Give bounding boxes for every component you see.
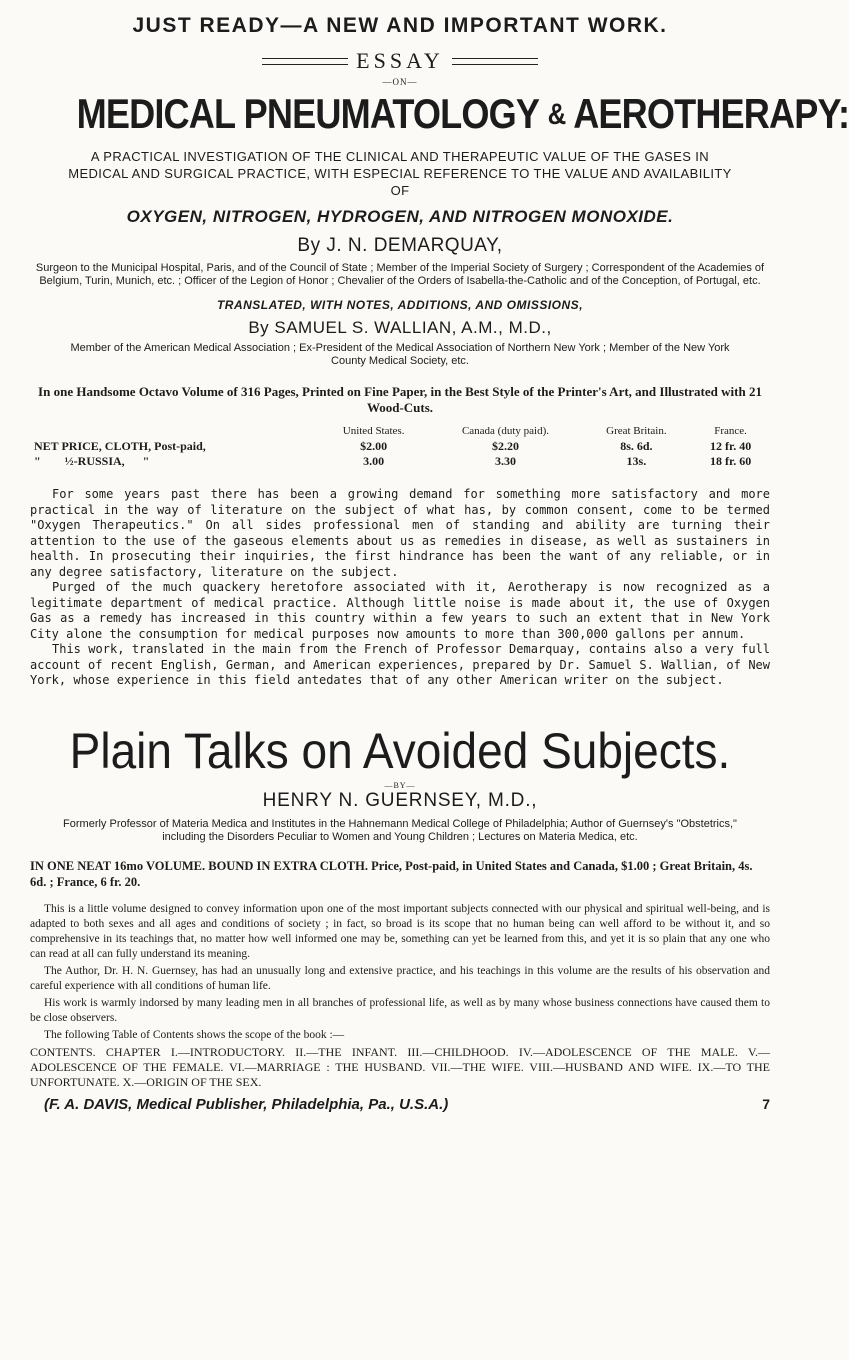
page-number: 7 <box>762 1095 770 1112</box>
price-header-us: United States. <box>342 425 405 437</box>
title-ampersand: & <box>547 98 566 131</box>
price-cell: 3.00 <box>363 454 385 468</box>
book1-title-right: AEROTHERAPY: <box>573 90 849 137</box>
essay-word: ESSAY <box>356 48 444 73</box>
price-header-blank <box>30 424 318 439</box>
book1-author-credentials: Surgeon to the Municipal Hospital, Paris, and of the Council of State ; Member of the Imperial Society of Surgery ; Correspondent of the Academies of Belgium, Turin, Munich, etc. ; Officer of the Legion of Honor ; Chevalier of the Orders of Isabella-the-Catholic and of the Conception, of Portugal, etc. <box>35 262 765 287</box>
price-label: NET PRICE, CLOTH, Post-paid, <box>34 439 206 453</box>
book2-description <box>24 902 776 1043</box>
book2-volume-description: IN ONE NEAT 16mo VOLUME. BOUND IN EXTRA CLOTH. Price, Post-paid, in United States and Canada, $1.00 ; Great Britain, 4s. 6d. ; France, 6 fr. 20. <box>30 858 753 889</box>
price-cell: 18 fr. 60 <box>709 454 752 468</box>
book2-contents: CONTENTS. CHAPTER I.—INTRODUCTORY. II.—THE INFANT. III.—CHILDHOOD. IV.—ADOLESCENCE OF THE MALE. V.—ADOLESCENCE OF THE FEMALE. VI.—MARRIAGE : THE HUSBAND. VII.—THE WIFE. VIII.—HUSBAND AND WIFE. IX.—TO THE UNFORTUNATE. X.—ORIGIN OF THE SEX. <box>30 1044 770 1089</box>
book1-translator: By SAMUEL S. WALLIAN, A.M., M.D., <box>248 318 552 337</box>
essay-heading <box>24 48 776 74</box>
book1-author: By J. N. DEMARQUAY, <box>297 235 503 256</box>
price-cell: 13s. <box>626 454 647 468</box>
paragraph: The following Table of Contents shows the scope of the book :— <box>44 1028 345 1041</box>
paragraph: For some years past there has been a growing demand for something more satisfactory and more practical in the way of literature on the subject of what has, by common consent, come to be termed "Oxygen Therapeutics." On all sides professional men of standing and ability are turning their attention to the use of the gaseous elements about us as remedies in disease, as well as sustainers in health. In prosecuting their inquiries, the first hindrance has been the want of any reliable, or in any degree satisfactory, literature on the subject. <box>30 487 770 579</box>
paragraph: His work is warmly indorsed by many leading men in all branches of professional life, as well as by many whose business connections have caused them to be close observers. <box>30 996 770 1024</box>
paragraph: Purged of the much quackery heretofore associated with it, Aerotherapy is now recognized as a legitimate department of medical practice. Although little noise is made about it, the use of Oxygen Gas as a remedy has increased in this country within a few years to such an extent that in New York City alone the consumption for medical purposes now amounts to more than 300,000 gallons per annum. <box>30 580 770 641</box>
right-double-rule <box>452 58 538 65</box>
price-cell: $2.20 <box>491 439 519 453</box>
price-cell: 8s. 6d. <box>620 439 653 453</box>
book1-gases: OXYGEN, NITROGEN, HYDROGEN, AND NITROGEN MONOXIDE. <box>126 207 674 226</box>
book2-title: Plain Talks on Avoided Subjects. <box>69 722 731 779</box>
publisher-line: (F. A. DAVIS, Medical Publisher, Philadelphia, Pa., U.S.A.) <box>44 1095 449 1113</box>
book1-translated-note: TRANSLATED, WITH NOTES, ADDITIONS, AND OMISSIONS, <box>216 298 584 312</box>
price-header-france: France. <box>714 425 747 437</box>
paragraph: The Author, Dr. H. N. Guernsey, has had an unusually long and extensive practice, and his teachings in this volume are the results of his observation and careful experience with all conditions of human life. <box>30 964 770 992</box>
book2-author-credentials: Formerly Professor of Materia Medica and Institutes in the Hahnemann Medical College of Philadelphia; Author of Guernsey's "Obstetrics," including the Disorders Peculiar to Women and Young Children ; Lectures on Materia Medica, etc. <box>63 817 737 843</box>
price-cell: 3.30 <box>494 454 516 468</box>
book1-subtitle: A PRACTICAL INVESTIGATION OF THE CLINICAL AND THERAPEUTIC VALUE OF THE GASES IN MEDICAL AND SURGICAL PRACTICE, WITH ESPECIAL REFERENCE TO THE VALUE AND AVAILABILITY OF <box>68 149 732 198</box>
price-header-canada: Canada (duty paid). <box>461 425 550 437</box>
book2-by: —BY— <box>384 780 416 790</box>
price-cell: $2.00 <box>360 439 388 453</box>
on-word: —ON— <box>382 77 418 87</box>
price-cell: 12 fr. 40 <box>709 439 752 453</box>
book1-volume-description: In one Handsome Octavo Volume of 316 Pages, Printed on Fine Paper, in the Best Style of the Printer's Art, and Illustrated with 21 Wood-Cuts. <box>38 384 762 415</box>
book2-author: HENRY N. GUERNSEY, M.D., <box>262 789 538 811</box>
book1-title <box>76 89 849 140</box>
price-header-row <box>30 424 770 439</box>
book1-price-table <box>30 424 770 469</box>
price-row-russia <box>30 454 770 469</box>
paragraph: This is a little volume designed to convey information upon one of the most important subjects connected with our physical and spiritual well-being, and is adapted to both sexes and all ages and conditions of society ; in fact, so broad is its scope that no human being can well afford to be without it, and so comprehensive in its teachings that, no matter how well informed one may be, something can yet be learned from this, and yet it is so plain that any one who can read at all can fully understand its meaning. <box>30 902 770 960</box>
price-row-cloth <box>30 439 770 454</box>
price-header-britain: Great Britain. <box>606 425 667 437</box>
book1-translator-credentials: Member of the American Medical Association ; Ex-President of the Medical Association of Northern New York ; Member of the New York County Medical Society, etc. <box>70 342 730 367</box>
book1-title-left: MEDICAL PNEUMATOLOGY <box>76 90 539 137</box>
price-label: " ½-RUSSIA, " <box>34 454 150 468</box>
page-footer <box>24 1096 776 1113</box>
book1-description <box>24 487 776 689</box>
page-headline: JUST READY—A NEW AND IMPORTANT WORK. <box>132 14 668 37</box>
left-double-rule <box>262 58 348 65</box>
paragraph: This work, translated in the main from the French of Professor Demarquay, contains also a very full account of recent English, German, and American experiences, prepared by Dr. Samuel S. Wallian, of New York, whose experience in this field antedates that of any other American writer on the subject. <box>30 642 770 687</box>
